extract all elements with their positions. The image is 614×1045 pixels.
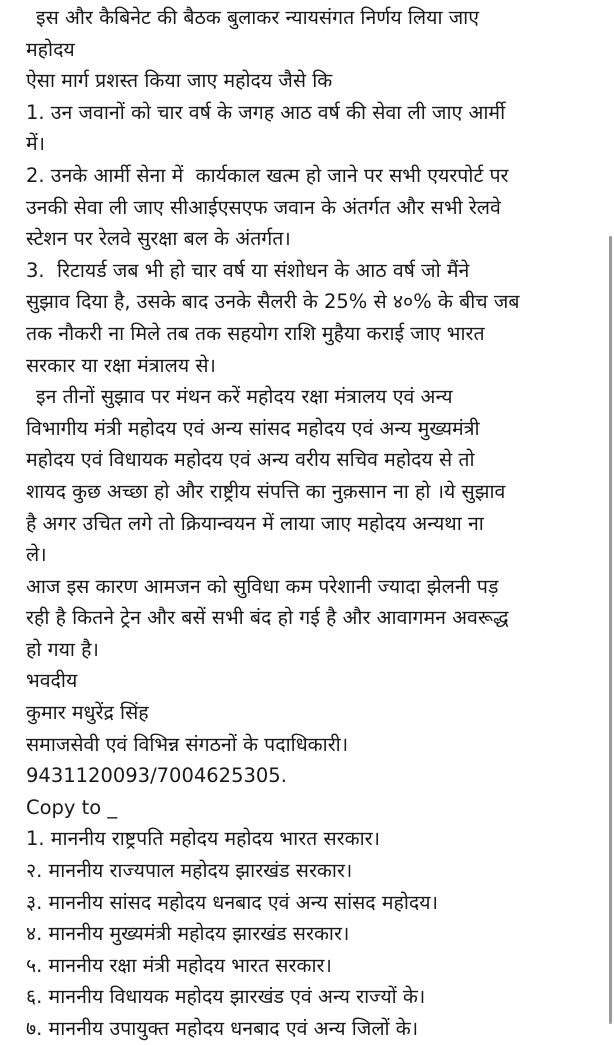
- text-line: इस और कैबिनेट की बैठक बुलाकर न्यायसंगत निर्णय लिया जाए: [36, 6, 480, 29]
- text-line: है अगर उचित लगे तो क्रियान्वयन में लाया जाए महोदय अन्यथा ना: [26, 511, 484, 535]
- copy-to-item: २. माननीय राज्यपाल महोदय झारखंड सरकार।: [26, 859, 353, 883]
- copy-to-item: ५. माननीय रक्षा मंत्री महोदय भारत सरकार।: [26, 953, 332, 977]
- text-line: इन तीनों सुझाव पर मंथन करें महोदय रक्षा मंत्रालय एवं अन्य: [36, 385, 453, 409]
- copy-to-heading: Copy to _: [26, 795, 118, 819]
- text-line: तक नौकरी ना मिले तब तक सहयोग राशि मुहैया कराई जाए भारत: [26, 321, 485, 345]
- text-line: उनकी सेवा ली जाए सीआईएसएफ जवान के अंतर्गत और सभी रेलवे: [26, 195, 501, 219]
- text-line: सुझाव दिया है, उसके बाद उनके सैलरी के 25% से ४०% के बीच जब: [26, 290, 520, 314]
- copy-to-item: ७. माननीय उपायुक्त महोदय धनबाद एवं अन्य जिलों के।: [26, 1017, 419, 1040]
- text-line: विभागीय मंत्री महोदय एवं अन्य सांसद महोदय एवं अन्य मुख्यमंत्री: [26, 416, 480, 440]
- text-line: महोदय: [26, 37, 75, 61]
- text-line: आज इस कारण आमजन को सुविधा कम परेशानी ज्यादा झेलनी पड़: [26, 574, 499, 598]
- text-line: 1. उन जवानों को चार वर्ष के जगह आठ वर्ष की सेवा ली जाए आर्मी: [26, 100, 506, 124]
- text-line: 2. उनके आर्मी सेना में कार्यकाल खत्म हो जाने पर सभी एयरपोर्ट पर: [26, 163, 509, 187]
- signoff: भवदीय: [26, 669, 78, 693]
- copy-to-item: ४. माननीय मुख्यमंत्री महोदय झारखंड सरकार।: [26, 922, 350, 946]
- text-line: ऐसा मार्ग प्रशस्त किया जाए महोदय जैसे कि: [26, 69, 333, 93]
- text-line: रही है कितने ट्रेन और बसें सभी बंद हो गई है और आवागमन अवरूद्ध: [26, 606, 509, 630]
- sender-title: समाजसेवी एवं विभिन्न संगठनों के पदाधिकारी।: [26, 732, 349, 756]
- text-line: में।: [26, 132, 46, 156]
- text-line: हो गया है।: [26, 637, 99, 661]
- text-line: सरकार या रक्षा मंत्रालय से।: [26, 353, 216, 377]
- text-line: महोदय एवं विधायक महोदय एवं अन्य वरीय सचिव महोदय से तो: [26, 448, 475, 472]
- sender-name: कुमार मधुरेंद्र सिंह: [26, 701, 149, 725]
- vertical-scrollbar[interactable]: [609, 236, 612, 1024]
- letter-body: [26, 2, 606, 1045]
- text-line: 3. रिटायर्ड जब भी हो चार वर्ष या संशोधन के आठ वर्ष जो मैंने: [26, 258, 470, 282]
- copy-to-item: ३. माननीय सांसद महोदय धनबाद एवं अन्य सांसद महोदय।: [26, 890, 438, 914]
- text-line: स्टेशन पर रेलवे सुरक्षा बल के अंतर्गत।: [26, 227, 291, 251]
- copy-to-item: ६. माननीय विधायक महोदय झारखंड एवं अन्य राज्यों के।: [26, 985, 426, 1009]
- text-line: शायद कुछ अच्छा हो और राष्ट्रीय संपत्ति का नुक़सान ना हो ।ये सुझाव: [26, 479, 506, 503]
- phone-numbers: 9431120093/7004625305.: [26, 764, 287, 788]
- text-line: ले।: [26, 543, 47, 567]
- copy-to-item: 1. माननीय राष्ट्रपति महोदय महोदय भारत सरकार।: [26, 827, 381, 851]
